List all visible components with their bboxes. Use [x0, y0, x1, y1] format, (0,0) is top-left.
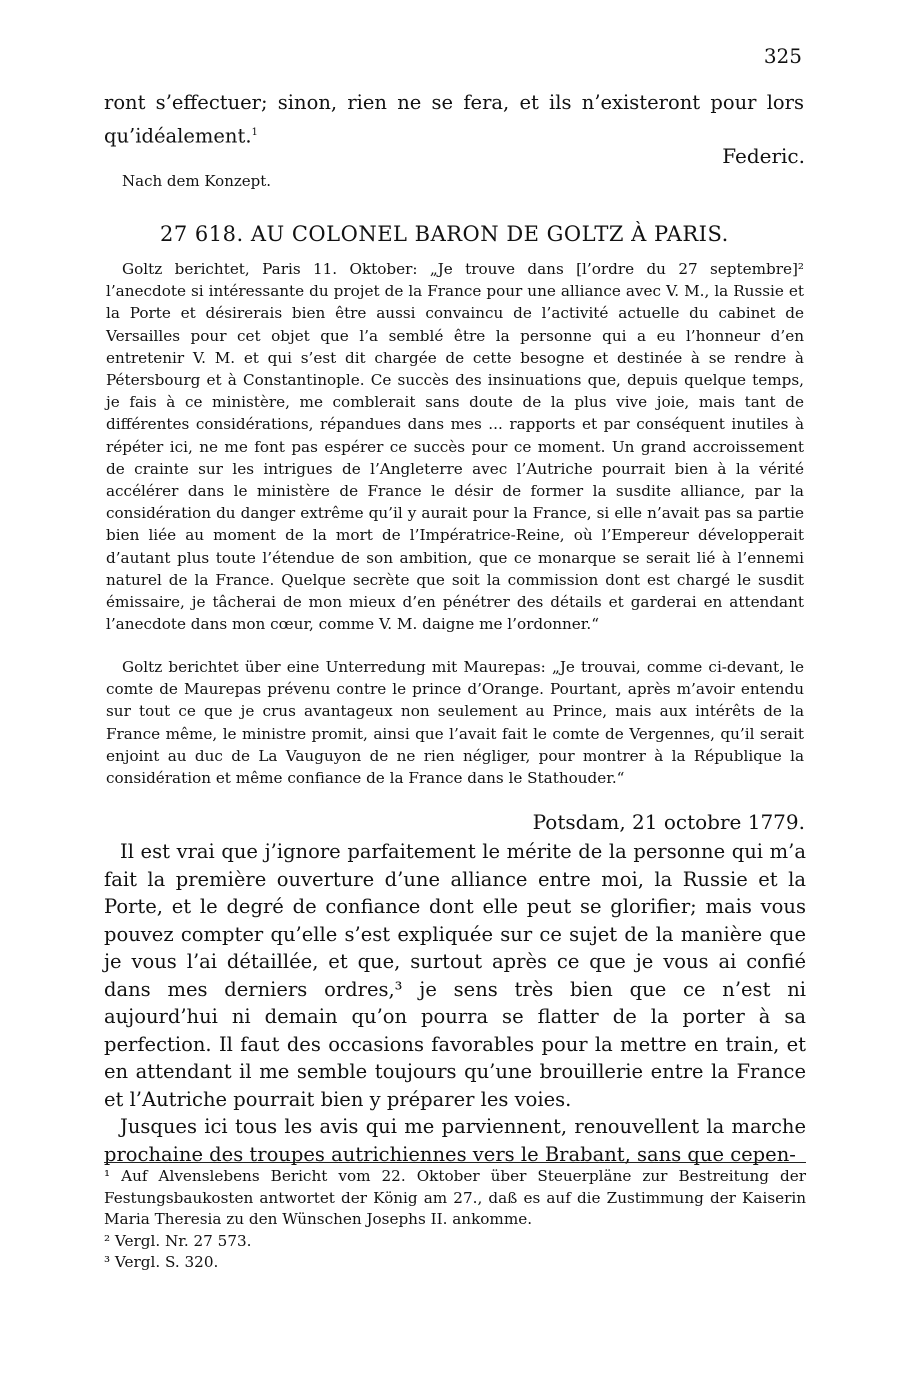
continued-text-body: ront s’effectuer; sinon, rien ne se fera, et ils n’existeront pour lors qu’idéalement.: [104, 91, 804, 148]
continued-text: [104, 88, 804, 152]
source-note: Nach dem Konzept.: [122, 172, 272, 190]
report-block-2: [106, 656, 804, 789]
letter-paragraph-1: Il est vrai que j’ignore parfaitement le mérite de la personne qui m’a fait la première ouverture d’une alliance entre moi, la Russie et la Porte, et le degré de confiance dont elle peut se glorifier; mais vous pouvez compter qu’elle s’est expliquée sur ce sujet de la manière que je vous l’ai détaillée, et que, surtout après ce que je vous ai confié dans mes derniers ordres,³ je sens très bien que ce n’est ni aujourd’hui ni demain qu’on pourra se flatter de la porter à sa perfection. Il faut des occasions favorables pour la mettre en train, et en attendant il me semble toujours qu’une brouillerie entre la France et l’Autriche pourrait bien y préparer les voies.: [104, 840, 806, 1111]
report-paragraph: Goltz berichtet, Paris 11. Oktober: „Je trouve dans [l’ordre du 27 septembre]² l’anecdote si intéressante du projet de la France pour une alliance avec V. M., la Russie et la Porte et désirerais bien être aussi convaincu de l’activité actuelle du cabinet de Versailles pour cet objet que l’a semblé être la personne qui a eu l’honneur d’en entretenir V. M. et qui s’est dit chargée de cette besogne et destinée à se rendre à Pétersbourg et à Constantinople. Ce succès des insinuations que, depuis quelque temps, je fais à ce ministère, me comblerait sans doute de la plus vive joie, mais tant de différentes considérations, répandues dans mes ... rapports et par conséquent inutiles à répéter ici, ne me font pas espérer ce succès pour ce moment. Un grand accroissement de crainte sur les intrigues de l’Angleterre avec l’Autriche pourrait bien à la vérité accélérer dans le ministère de France le désir de former la susdite alliance, par la considération du danger extrême qu’il y aurait pour la France, si elle n’avait pas sa partie bien liée au moment de la mort de l’Impératrice-Reine, où l’Empereur développerait d’autant plus toute l’étendue de son ambition, que ce monarque se serait lié à l’ennemi naturel de la France. Quelque secrète que soit la commission dont est chargé le susdit émissaire, je tâcherai de mon mieux d’en pénétrer des détails et garderai en attendant l’anecdote dans mon cœur, comme V. M. daigne me l’ordonner.“: [106, 260, 804, 634]
footnotes: [104, 1166, 806, 1274]
letter-date: Potsdam, 21 octobre 1779.: [532, 810, 805, 834]
letter-body: [104, 838, 806, 1168]
letter-heading: 27 618. AU COLONEL BARON DE GOLTZ À PARIS.: [160, 222, 729, 246]
footnote-1: ¹ Auf Alvenslebens Bericht vom 22. Oktober über Steuerpläne zur Bestreitung der Festungsbaukosten antwortet der König am 27., daß es auf die Zustimmung der Kaiserin Maria Theresia zu den Wünschen Josephs II. ankomme.: [104, 1167, 806, 1228]
footnote-2: ² Vergl. Nr. 27 573.: [104, 1231, 252, 1250]
page-number: 325: [763, 44, 802, 68]
report-block-1: [106, 258, 804, 635]
letter-paragraph-2: Jusques ici tous les avis qui me parviennent, renouvellent la marche prochaine des troupes autrichiennes vers le Brabant, sans que cepen-: [104, 1115, 806, 1166]
footnote-ref-1: 1: [251, 127, 258, 138]
signature: Federic.: [722, 144, 805, 168]
footnote-divider: [104, 1162, 806, 1163]
report-paragraph: Goltz berichtet über eine Unterredung mit Maurepas: „Je trouvai, comme ci-devant, le comte de Maurepas prévenu contre le prince d’Orange. Pourtant, après m’avoir entendu sur tout ce que je crus avantageux non seulement au Prince, mais aux intérêts de la France même, le ministre promit, ainsi que l’avait fait le comte de Vergennes, qu’il serait enjoint au duc de La Vauguyon de ne rien négliger, pour montrer à la République la considération et même confiance de la France dans le Stathouder.“: [106, 658, 804, 788]
footnote-3: ³ Vergl. S. 320.: [104, 1253, 219, 1271]
